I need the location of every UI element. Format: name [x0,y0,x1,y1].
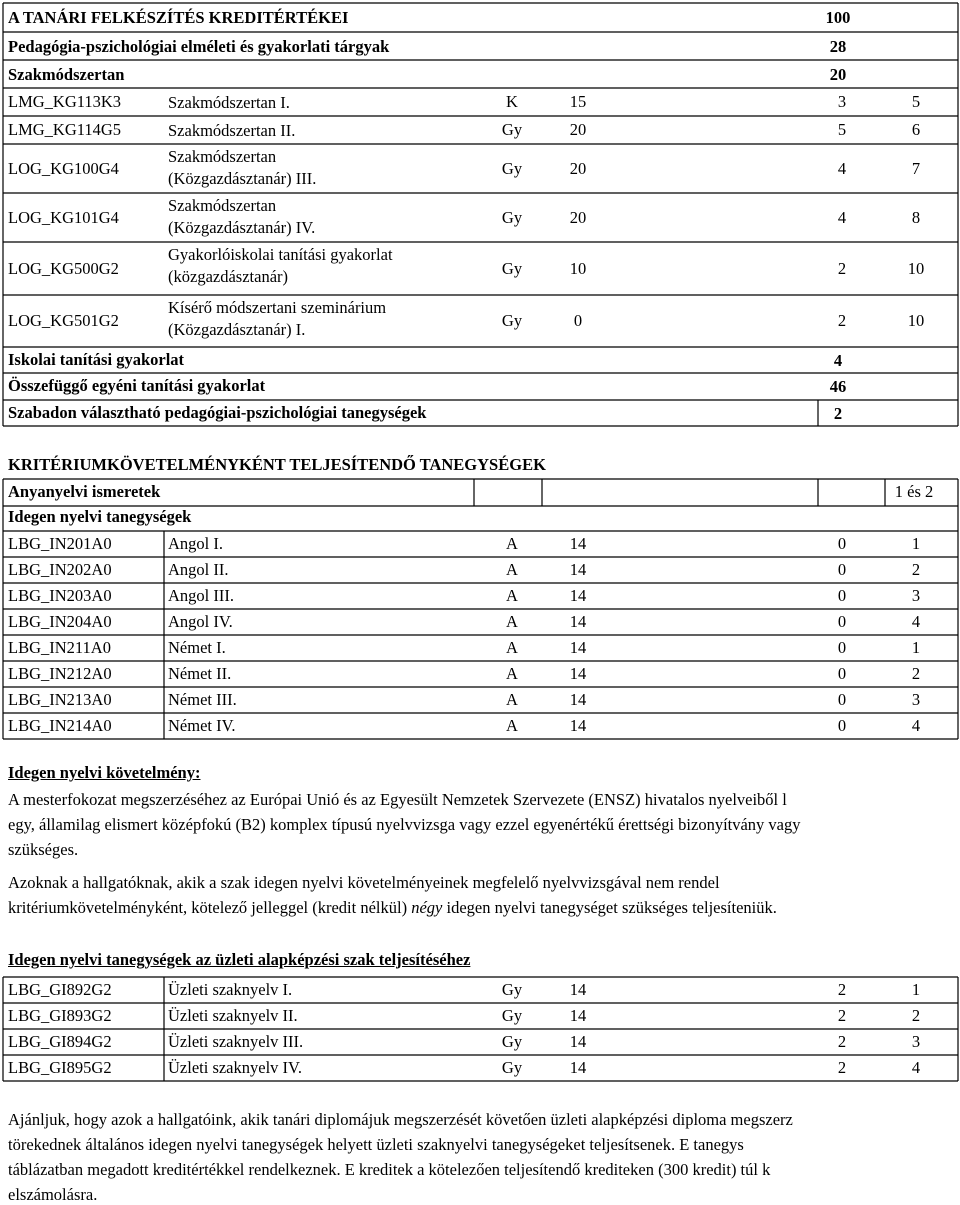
business-course-type: Gy [501,1006,523,1025]
business-course-semester: 1 [911,980,921,999]
lang-course-credit: 0 [837,664,847,683]
lang-course-semester: 1 [911,534,921,553]
business-course-credit: 2 [837,1058,847,1077]
lang-course-hours: 14 [569,560,587,579]
lang-course-semester: 4 [911,716,921,735]
business-course-semester: 3 [911,1032,921,1051]
requirement-paragraph-line: Azoknak a hallgatóknak, akik a szak idegen nyelvi követelményeinek megfelelő nyelvvizsgával nem rendel [8,873,720,892]
course-semester: 6 [911,120,921,139]
text-span: idegen nyelvi tanegységet szükséges teljesíteniük. [442,898,777,917]
lang-course-code: LBG_IN201A0 [8,534,112,553]
lang-course-credit: 0 [837,716,847,735]
lang-course-hours: 14 [569,534,587,553]
course-credit: 5 [837,120,847,139]
lang-course-code: LBG_IN212A0 [8,664,112,683]
course-hours: 20 [569,207,587,227]
course-name: Szakmódszertan II. [168,121,296,140]
lang-course-name: Angol IV. [168,612,233,631]
course-name: (Közgazdásztanár) I. [168,320,306,339]
course-credit: 4 [837,158,847,178]
lang-course-name: Angol III. [168,586,234,605]
lang-course-code: LBG_IN211A0 [8,638,111,657]
practice-label: Összefüggő egyéni tanítási gyakorlat [8,376,266,395]
text-span: kritériumkövetelményként, kötelező jelleggel (kredit nélkül) [8,898,412,917]
lang-course-semester: 4 [911,612,921,631]
lang-course-name: Angol I. [168,534,223,553]
lang-course-type: A [506,612,518,631]
business-course-hours: 14 [569,1058,587,1077]
course-name: (Közgazdásztanár) III. [168,169,317,188]
lang-course-code: LBG_IN202A0 [8,560,112,579]
business-course-code: LBG_GI894G2 [8,1032,112,1051]
lang-course-hours: 14 [569,612,587,631]
business-course-credit: 2 [837,1032,847,1051]
business-course-name: Üzleti szaknyelv III. [168,1032,304,1051]
idegen-heading: Idegen nyelvi tanegységek [8,507,192,526]
business-course-type: Gy [501,980,523,999]
practice-label: Szabadon választható pedagógiai-pszichológiai tanegységek [8,403,427,422]
lang-course-credit: 0 [837,560,847,579]
business-course-hours: 14 [569,980,587,999]
lang-course-code: LBG_IN213A0 [8,690,112,709]
lang-course-type: A [506,534,518,553]
course-hours: 20 [569,158,587,178]
course-type: K [506,92,518,111]
course-name: Szakmódszertan I. [168,93,290,112]
business-course-type: Gy [501,1032,523,1051]
lang-course-hours: 14 [569,664,587,683]
course-type: Gy [501,207,523,227]
summary-value: 20 [829,65,847,84]
course-type: Gy [501,311,523,330]
business-course-hours: 14 [569,1032,587,1051]
lang-course-code: LBG_IN214A0 [8,716,112,735]
business-course-hours: 14 [569,1006,587,1025]
lang-course-credit: 0 [837,534,847,553]
lang-course-type: A [506,586,518,605]
business-course-code: LBG_GI893G2 [8,1006,112,1025]
lang-course-type: A [506,690,518,709]
practice-value: 4 [833,351,843,370]
course-type: Gy [501,158,523,178]
practice-label: Iskolai tanítási gyakorlat [8,350,185,369]
lang-course-name: Német I. [168,638,226,657]
lang-course-type: A [506,638,518,657]
course-code: LOG_KG500G2 [8,258,119,278]
recommendation-line: táblázatban megadott kreditértékkel rendelkeznek. E kreditek a kötelezően teljesítendő krediteken (300 kredit) túl k [8,1160,771,1179]
course-hours: 0 [573,311,583,330]
recommendation-line: törekednek általános idegen nyelvi tanegységek helyett üzleti szaknyelvi tanegységeket teljesítsenek. E tanegys [8,1135,744,1154]
course-code: LOG_KG100G4 [8,158,119,178]
course-name: Szakmódszertan [168,196,277,215]
lang-course-name: Német II. [168,664,232,683]
business-course-credit: 2 [837,980,847,999]
lang-course-semester: 3 [911,586,921,605]
lang-course-semester: 2 [911,664,921,683]
requirement-paragraph-line: szükséges. [8,840,79,859]
requirement-heading: Idegen nyelvi követelmény: [8,763,201,782]
lang-course-code: LBG_IN204A0 [8,612,112,631]
course-name: Gyakorlóiskolai tanítási gyakorlat [168,245,393,264]
course-type: Gy [501,120,523,139]
summary-label: Szakmódszertan [8,65,125,84]
lang-course-semester: 3 [911,690,921,709]
lang-course-credit: 0 [837,612,847,631]
course-code: LMG_KG114G5 [8,120,122,139]
requirement-paragraph-line [8,898,777,918]
lang-course-name: Angol II. [168,560,229,579]
criteria-heading: KRITÉRIUMKÖVETELMÉNYKÉNT TELJESÍTENDŐ TANEGYSÉGEK [8,455,546,474]
course-hours: 15 [569,92,587,111]
summary-value: 100 [825,8,851,27]
business-course-name: Üzleti szaknyelv I. [168,980,293,999]
lang-course-semester: 2 [911,560,921,579]
lang-course-type: A [506,716,518,735]
business-course-code: LBG_GI895G2 [8,1058,112,1077]
anyanyelvi-label: Anyanyelvi ismeretek [8,482,161,501]
course-semester: 8 [911,207,921,227]
course-name: (Közgazdásztanár) IV. [168,218,316,237]
recommendation-line: Ajánljuk, hogy azok a hallgatóink, akik tanári diplomájuk megszerzését követően üzleti alapképzési diploma megszerz [8,1110,793,1129]
course-hours: 20 [569,120,587,139]
lang-course-name: Német III. [168,690,237,709]
lang-course-credit: 0 [837,638,847,657]
lang-course-semester: 1 [911,638,921,657]
business-course-credit: 2 [837,1006,847,1025]
course-code: LMG_KG113K3 [8,92,122,111]
course-name: Kísérő módszertani szeminárium [168,298,387,317]
course-type: Gy [501,258,523,278]
course-credit: 3 [837,92,847,111]
requirement-paragraph-line: A mesterfokozat megszerzéséhez az Európai Unió és az Egyesült Nemzetek Szervezete (ENSZ) hivatalos nyelveiből l [8,790,787,809]
course-semester: 7 [911,158,921,178]
course-semester: 5 [911,92,921,111]
lang-course-name: Német IV. [168,716,236,735]
course-credit: 2 [837,311,847,330]
anyanyelvi-value: 1 és 2 [894,482,934,501]
course-name: Szakmódszertan [168,147,277,166]
lang-course-type: A [506,664,518,683]
business-course-semester: 2 [911,1006,921,1025]
course-credit: 2 [837,258,847,278]
lang-course-hours: 14 [569,586,587,605]
lang-course-hours: 14 [569,690,587,709]
requirement-paragraph-line: egy, államilag elismert középfokú (B2) komplex típusú nyelvvizsga vagy ezzel egyenértékű érettségi bizonyítvány vagy [8,815,801,834]
practice-value: 2 [833,404,843,423]
lang-course-type: A [506,560,518,579]
emphasis-text: négy [411,898,443,917]
course-credit: 4 [837,207,847,227]
business-course-semester: 4 [911,1058,921,1077]
lang-course-credit: 0 [837,690,847,709]
business-course-name: Üzleti szaknyelv IV. [168,1058,302,1077]
lang-course-hours: 14 [569,716,587,735]
summary-label: A TANÁRI FELKÉSZÍTÉS KREDITÉRTÉKEI [8,8,349,27]
summary-label: Pedagógia-pszichológiai elméleti és gyakorlati tárgyak [8,37,390,56]
recommendation-line: elszámolásra. [8,1185,98,1204]
lang-course-code: LBG_IN203A0 [8,586,112,605]
course-hours: 10 [569,258,587,278]
course-semester: 10 [907,258,925,278]
course-semester: 10 [907,311,925,330]
course-name: (közgazdásztanár) [168,267,289,286]
summary-value: 28 [829,37,847,56]
business-heading: Idegen nyelvi tanegységek az üzleti alapképzési szak teljesítéséhez [8,950,471,969]
business-course-name: Üzleti szaknyelv II. [168,1006,298,1025]
lang-course-hours: 14 [569,638,587,657]
practice-value: 46 [829,377,847,396]
business-course-code: LBG_GI892G2 [8,980,112,999]
course-code: LOG_KG501G2 [8,311,119,330]
course-code: LOG_KG101G4 [8,207,119,227]
business-course-type: Gy [501,1058,523,1077]
lang-course-credit: 0 [837,586,847,605]
